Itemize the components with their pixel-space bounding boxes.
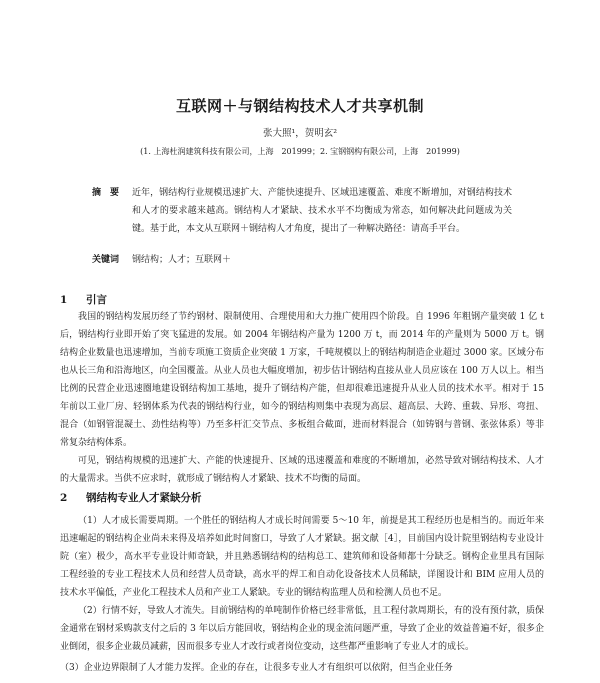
paper-authors: 张大照¹，贺明玄² xyxy=(262,128,338,139)
keywords-label: 关键词 xyxy=(92,255,120,265)
paper-affiliation: (1. 上海杜润建筑科技有限公司，上海 201999；2. 宝钢钢构有限公司，上海 201999) xyxy=(140,147,460,156)
section-body-intro xyxy=(60,308,544,488)
abstract-text: 近年，钢结构行业规模迅速扩大、产能快速提升、区域迅速覆盖、难度不断增加，对钢结构技术和人才的要求越来越高。钢结构人才紧缺、技术水平不均衡成为常态，如何解决此问题成为关键。基于此，本文从互联网＋钢结构人才角度，提出了一种解决路径：请高手平台。 xyxy=(132,188,512,234)
section-number: 1 xyxy=(60,294,68,306)
section-number: 2 xyxy=(60,492,68,504)
paper-title: 互联网＋与钢结构技术人才共享机制 xyxy=(175,97,424,115)
paragraph: （1）人才成长需要周期。一个胜任的钢结构人才成长时间需要 5～10 年，前提是其工程经历也是相当的。而近年来迅速崛起的钢结构企业尚未来得及培养如此时间窗口，导致了人才紧缺。据文献［4］，目前国内设计院里钢结构专业设计院（室）极少，高水平专业设计师奇缺，并且熟悉钢结构的结构总工、建筑师和设备师都十分缺乏。钢构企业里具有国际工程经验的专业工程技术人员和经营人员奇缺，高水平的焊工和自动化设备技术人员稀缺，详图设计和 BIM 应用人员的技术水平偏低，产业化工程技术人员和产业工人紧缺。专业的钢结构监理人员和检测人员也不足。 xyxy=(60,516,544,598)
section-title: 引言 xyxy=(86,294,107,306)
abstract-label: 摘 要 xyxy=(92,188,120,198)
paragraph: 我国的钢结构发展历经了节约钢材、限制使用、合理使用和大力推广使用四个阶段。自 1996 年粗钢产量突破 1 亿 t 后，钢结构行业即开始了突飞猛进的发展。如 2004 年钢结构产量为 1200 万 t，而 2014 年的产量则为 5000 万 t。钢结构企业数量也迅速增加，当前专项施工资质企业突破 1 万家，千吨规模以上的钢结构制造企业超过 3000 家。区域分布也从长三角和沿海地区，向全国覆盖。从业人员也大幅度增加，初步估计钢结构直接从业人员应该在 100 万人以上。相当比例的民营企业迅速圈地建设钢结构加工基地，提升了钢结构产能，但却很难迅速提升从业人员的技术水平。相对于 15 年前以工业厂房、轻钢体系为代表的钢结构行业，如今的钢结构则集中表现为高层、超高层、大跨、重载、异形、弯扭、混合（如钢管混凝土、劲性结构等）乃至多杆汇交节点、多板组合截面，进而材料混合（如铸钢与普钢、张弦体系）等非常复杂结构体系。 xyxy=(60,312,544,448)
section-body-shortage xyxy=(60,512,544,656)
keywords-block xyxy=(92,252,512,265)
paragraph: 可见，钢结构规模的迅速扩大、产能的快速提升、区域的迅速覆盖和难度的不断增加，必然导致对钢结构技术、人才的大量需求。当供不应求时，就形成了钢结构人才紧缺、技术不均衡的局面。 xyxy=(60,456,544,484)
section-title: 钢结构专业人才紧缺分析 xyxy=(86,492,202,504)
section-heading-intro xyxy=(60,292,107,307)
section-heading-shortage xyxy=(60,490,202,505)
partial-line: （3）企业边界限制了人才能力发挥。企业的存在，让很多专业人才有组织可以依附，但当企业任务 xyxy=(60,663,453,673)
abstract-block xyxy=(92,184,512,238)
paragraph: （2）行情不好，导致人才流失。目前钢结构的单吨制作价格已经非常低，且工程付款周期长，有的没有预付款，质保金通常在钢材采购款支付之后的 3 年以后方能回收，钢结构企业的现金流问题严重，导致了企业的效益普遍不好，很多企业倒闭，很多企业裁员减薪，因而很多专业人才改行或者岗位变动，这些都严重影响了专业人才的成长。 xyxy=(60,606,544,652)
keywords-text: 钢结构；人才；互联网＋ xyxy=(132,255,232,265)
